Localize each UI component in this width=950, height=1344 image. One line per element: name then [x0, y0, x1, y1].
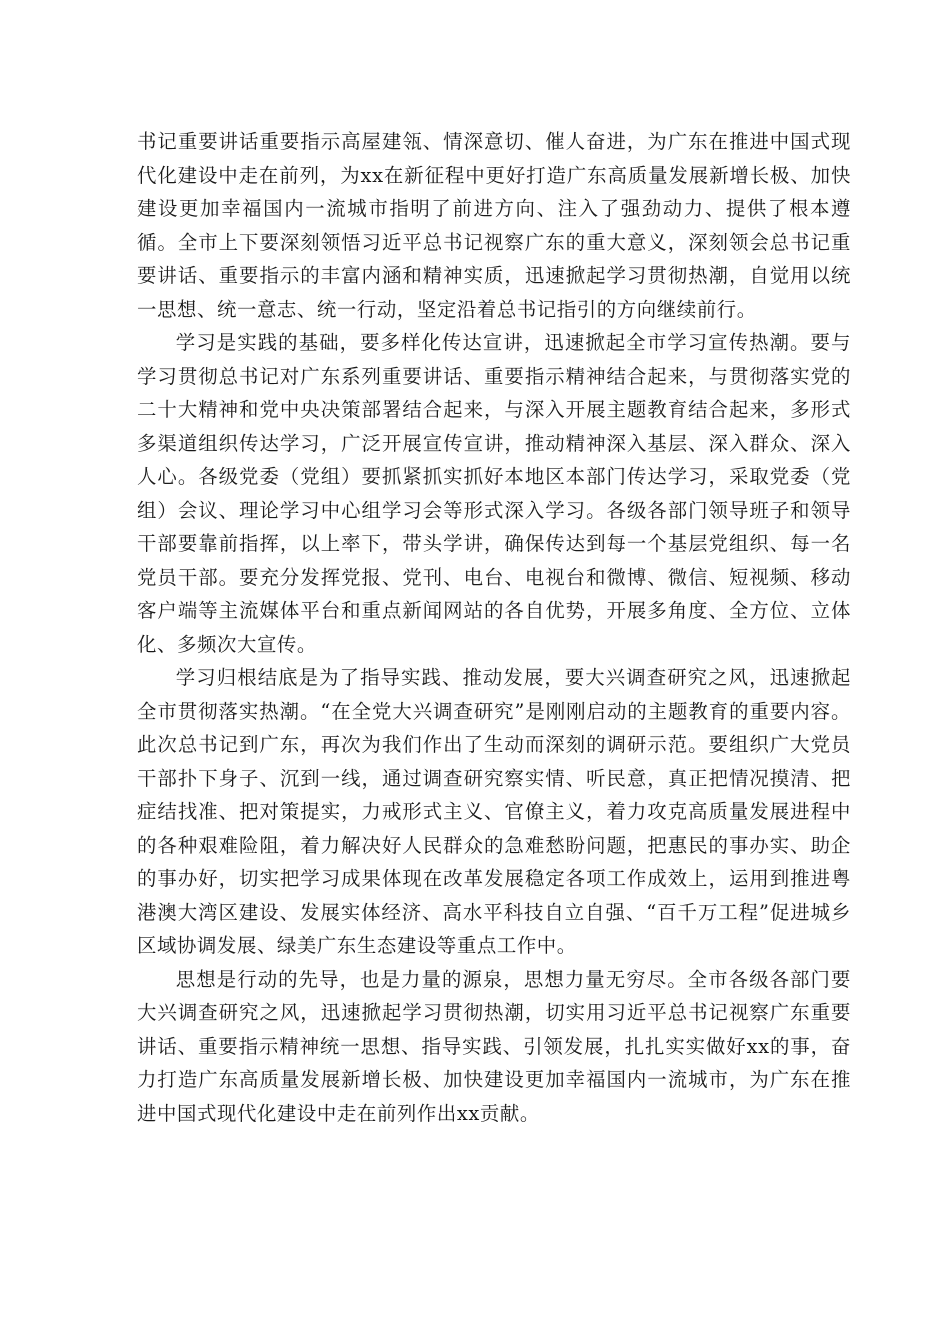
document-body	[137, 125, 851, 1130]
paragraph-1: 书记重要讲话重要指示高屋建瓴、情深意切、催人奋进，为广东在推进中国式现代化建设中走在前列，为xx在新征程中更好打造广东高质量发展新增长极、加快建设更加幸福国内一流城市指明了前进方向、注入了强劲动力、提供了根本遵循。全市上下要深刻领悟习近平总书记视察广东的重大意义，深刻领会总书记重要讲话、重要指示的丰富内涵和精神实质，迅速掀起学习贯彻热潮，自觉用以统一思想、统一意志、统一行动，坚定沿着总书记指引的方向继续前行。	[137, 130, 851, 321]
paragraph-2: 学习是实践的基础，要多样化传达宣讲，迅速掀起全市学习宣传热潮。要与学习贯彻总书记对广东系列重要讲话、重要指示精神结合起来，与贯彻落实党的二十大精神和党中央决策部署结合起来，与深入开展主题教育结合起来，多形式多渠道组织传达学习，广泛开展宣传宣讲，推动精神深入基层、深入群众、深入人心。各级党委（党组）要抓紧抓实抓好本地区本部门传达学习，采取党委（党组）会议、理论学习中心组学习会等形式深入学习。各级各部门领导班子和领导干部要靠前指挥，以上率下，带头学讲，确保传达到每一个基层党组织、每一名党员干部。要充分发挥党报、党刊、电台、电视台和微博、微信、短视频、移动客户端等主流媒体平台和重点新闻网站的各自优势，开展多角度、全方位、立体化、多频次大宣传。	[137, 331, 851, 656]
paragraph-4: 思想是行动的先导，也是力量的源泉，思想力量无穷尽。全市各级各部门要大兴调查研究之风，迅速掀起学习贯彻热潮，切实用习近平总书记视察广东重要讲话、重要指示精神统一思想、指导实践、引领发展，扎扎实实做好xx的事，奋力打造广东高质量发展新增长极、加快建设更加幸福国内一流城市，为广东在推进中国式现代化建设中走在前列作出xx贡献。	[137, 967, 851, 1125]
paragraph-3: 学习归根结底是为了指导实践、推动发展，要大兴调查研究之风，迅速掀起全市贯彻落实热潮。“在全党大兴调查研究”是刚刚启动的主题教育的重要内容。此次总书记到广东，再次为我们作出了生动而深刻的调研示范。要组织广大党员干部扑下身子、沉到一线，通过调查研究察实情、听民意，真正把情况摸清、把症结找准、把对策提实，力戒形式主义、官僚主义，着力攻克高质量发展进程中的各种艰难险阻，着力解决好人民群众的急难愁盼问题，把惠民的事办实、助企的事办好，切实把学习成果体现在改革发展稳定各项工作成效上，运用到推进粤港澳大湾区建设、发展实体经济、高水平科技自立自强、“百千万工程”促进城乡区域协调发展、绿美广东生态建设等重点工作中。	[137, 666, 851, 957]
